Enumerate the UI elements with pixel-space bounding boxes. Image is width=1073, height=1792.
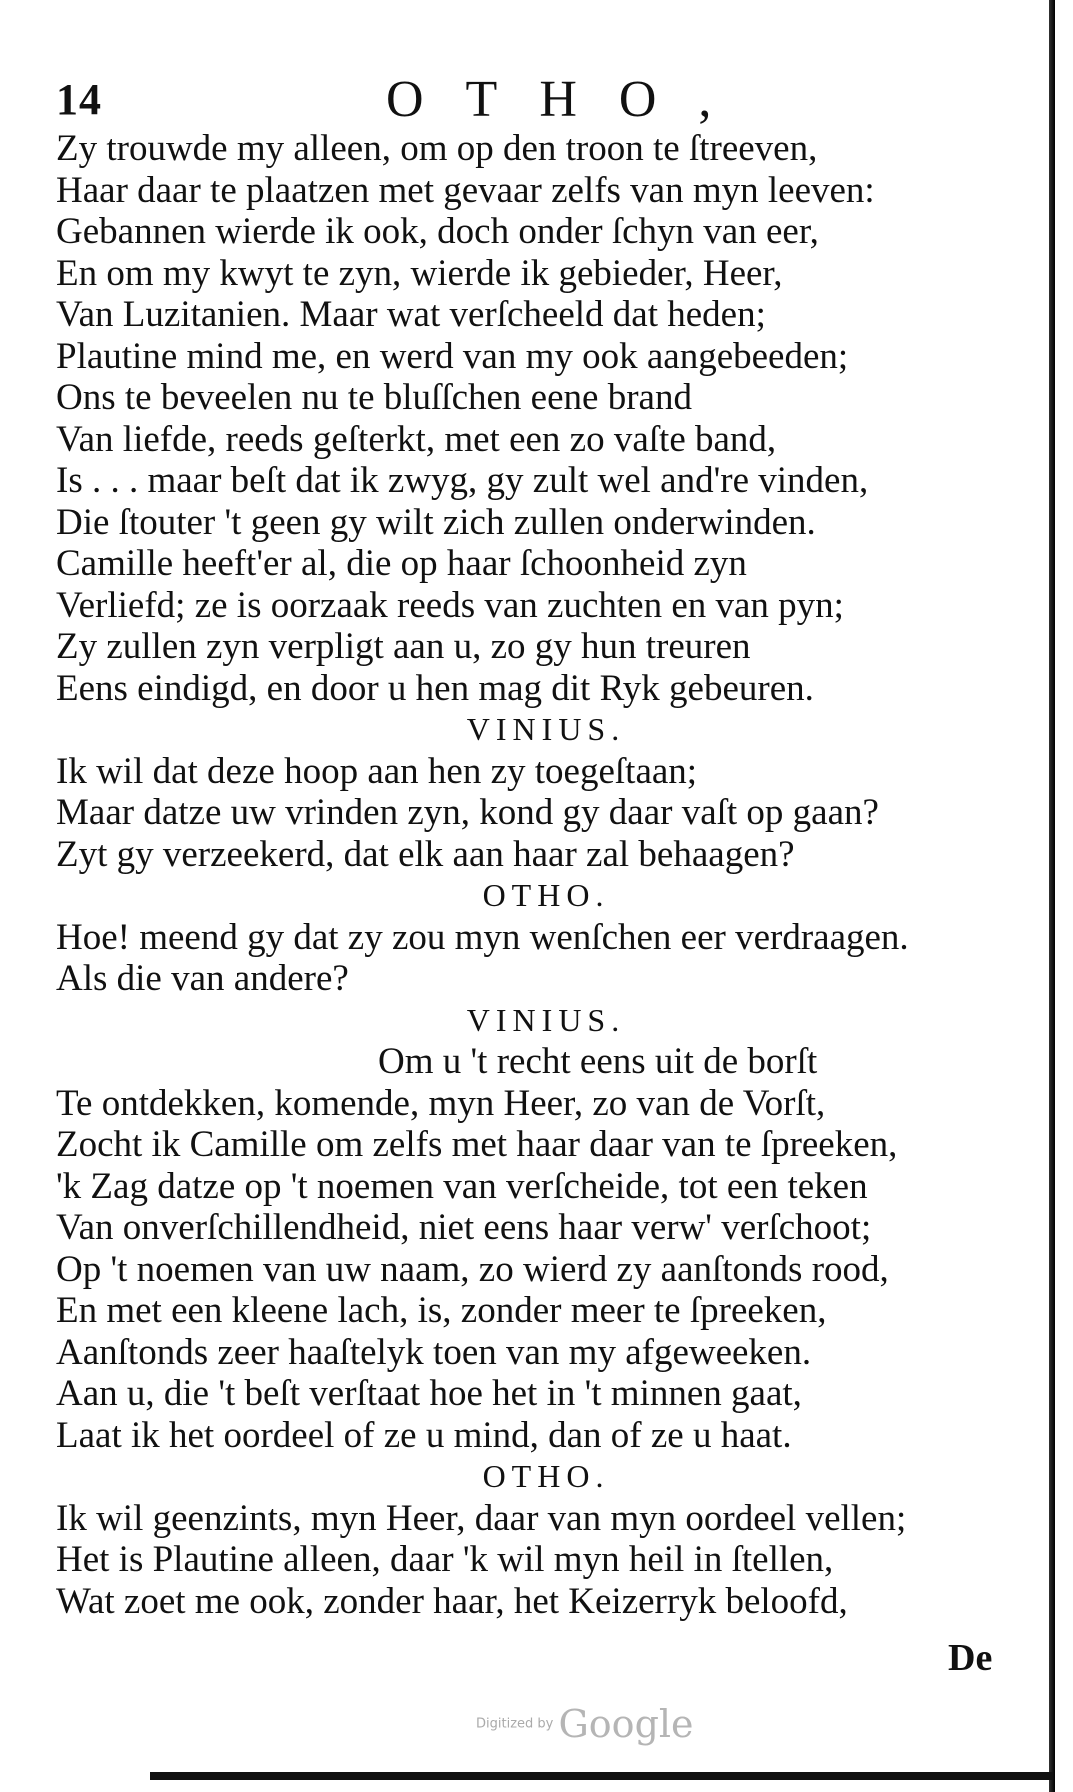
verse-line: Te ontdekken, komende, myn Heer, zo van de Vorſt, <box>56 1082 826 1124</box>
verse-line: Gebannen wierde ik ook, doch onder ſchyn van eer, <box>56 211 819 252</box>
verse-line: En om my kwyt te zyn, wierde ik gebieder, Heer, <box>56 252 783 294</box>
verse-line: Aan u, die 't beſt verſtaat hoe het in 't minnen gaat, <box>56 1373 802 1414</box>
speaker-name: VINIUS. <box>466 1001 626 1038</box>
verse-line: Van Luzitanien. Maar wat verſcheeld dat heden; <box>56 294 766 335</box>
speaker-name: VINIUS. <box>466 711 626 747</box>
verse-line: Ons te beveelen nu te bluſſchen eene brand <box>56 377 692 418</box>
verse-line: Plautine mind me, en werd van my ook aangebeeden; <box>56 335 849 377</box>
verse-line: En met een kleene lach, is, zonder meer te ſpreeken, <box>56 1290 827 1331</box>
verse-line: Haar daar te plaatzen met gevaar zelfs van myn leeven: <box>56 169 875 211</box>
verse-line: Van onverſchillendheid, niet eens haar verw' verſchoot; <box>56 1207 872 1248</box>
running-title: OTHO, <box>386 71 754 128</box>
catchword: De <box>948 1637 993 1679</box>
page-edge <box>1049 0 1055 1792</box>
verse-line: Maar datze uw vrinden zyn, kond gy daar vaſt op gaan? <box>56 792 879 833</box>
verse-line: Van liefde, reeds geſterkt, met een zo vaſte band, <box>56 418 777 460</box>
verse-line: 'k Zag datze op 't noemen van verſcheide, tot een teken <box>56 1165 868 1207</box>
verse-line: Ik wil geenzints, myn Heer, daar van myn oordeel vellen; <box>56 1497 907 1539</box>
verse-line: Die ſtouter 't geen gy wilt zich zullen onderwinden. <box>56 501 816 543</box>
speaker-name: OTHO. <box>482 1458 610 1494</box>
verse-line: Om u 't recht eens uit de borſt <box>378 1041 818 1082</box>
verse-line: Ik wil dat deze hoop aan hen zy toegeſtaan; <box>56 750 698 792</box>
verse-line: Zocht ik Camille om zelfs met haar daar van te ſpreeken, <box>56 1124 898 1165</box>
verse-line: Is . . . maar beſt dat ik zwyg, gy zult wel and're vinden, <box>56 460 869 501</box>
page-number: 14 <box>56 75 102 124</box>
verse-line: Camille heeft'er al, die op haar ſchoonheid zyn <box>56 543 747 584</box>
page-bottom-edge <box>150 1772 1053 1780</box>
watermark-prefix: Digitized by <box>476 1716 554 1732</box>
verse-line: Als die van andere? <box>56 958 349 999</box>
speaker-name: OTHO. <box>482 877 610 913</box>
verse-line: Aanſtonds zeer haaſtelyk toen van my afgeweeken. <box>56 1331 812 1373</box>
verse-line: Wat zoet me ook, zonder haar, het Keizerryk beloofd, <box>56 1580 848 1622</box>
verse-line: Laat ik het oordeel of ze u mind, dan of ze u haat. <box>56 1414 792 1456</box>
verse-line: Zyt gy verzeekerd, dat elk aan haar zal behaagen? <box>56 833 795 875</box>
verse-line: Op 't noemen van uw naam, zo wierd zy aanſtonds rood, <box>56 1248 889 1290</box>
verse-line: Zy trouwde my alleen, om op den troon te ſtreeven, <box>56 128 818 169</box>
verse-line: Eens eindigd, en door u hen mag dit Ryk gebeuren. <box>56 667 814 709</box>
verse-line: Verliefd; ze is oorzaak reeds van zuchten en van pyn; <box>56 584 844 626</box>
verse-line: Hoe! meend gy dat zy zou myn wenſchen eer verdraagen. <box>56 916 909 958</box>
page-header <box>56 66 956 126</box>
verse-line: Zy zullen zyn verpligt aan u, zo gy hun treuren <box>56 626 751 667</box>
digitized-watermark <box>476 1702 694 1746</box>
watermark-brand: Google <box>558 1702 694 1746</box>
verse-text <box>56 128 996 1622</box>
verse-line: Het is Plautine alleen, daar 'k wil myn heil in ſtellen, <box>56 1539 834 1580</box>
